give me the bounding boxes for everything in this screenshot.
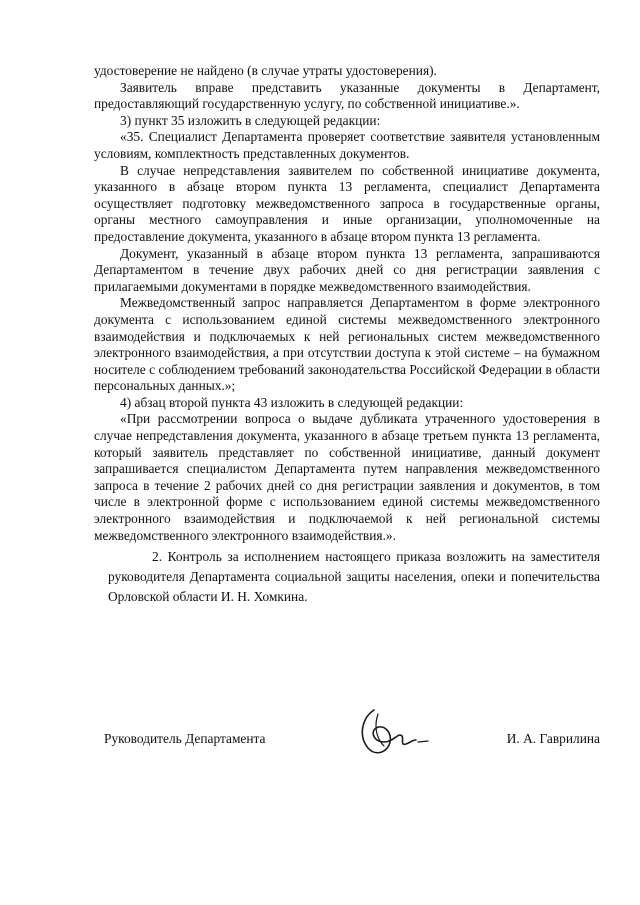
paragraph-1: удостоверение не найдено (в случае утраты удостоверения). — [94, 63, 437, 78]
paragraph-8: 4) абзац второй пункта 43 изложить в следующей редакции: — [120, 394, 464, 410]
paragraph-3: 3) пункт 35 изложить в следующей редакции: — [120, 112, 381, 128]
paragraph-10: 2. Контроль за исполнением настоящего приказа возложить на заместителя руководителя Департамента социальной защиты населения, опеки и попечительства Орловской области И. Н. Хомкина. — [108, 549, 600, 605]
paragraph-5: В случае непредставления заявителем по собственной инициативе документа, указанного в абзаце втором пункта 13 регламента, специалист Департамента осуществляет подготовку межведомственного запроса в государственные органы, органы местного самоуправления и иные организации, уполномоченные на предоставление документа, указанного в абзаце втором пункта 13 регламента. — [94, 162, 600, 244]
paragraph-6: Документ, указанный в абзаце втором пункта 13 регламента, запрашиваются Департаментом в течение двух рабочих дней со дня регистрации заявления с прилагаемыми документами в порядке межведомственного взаимодействия. — [94, 245, 600, 294]
signatory-name: И. А. Гаврилина — [506, 731, 600, 746]
paragraph-7: Межведомственный запрос направляется Департаментом в форме электронного документа с использованием единой системы межведомственного электронного взаимодействия и подключаемых к ней региональных систем межведомственного электронного взаимодействия, а при отсутствии доступа к этой системе – на бумажном носителе с соблюдением требований законодательства Российской Федерации в области персональных данных.»; — [94, 295, 600, 394]
handwritten-signature — [344, 702, 434, 762]
paragraph-9: «При рассмотрении вопроса о выдаче дубликата утраченного удостоверения в случае непредставления документа, указанного в абзаце третьем пункта 13 регламента, который заявитель представляет по собственной инициативе, данный документ запрашивается специалистом Департамента путем направления межведомственного запроса в течение 2 рабочих дней со дня регистрации заявления и документов, в том числе в электронной форме с использованием единой системы межведомственного электронного взаимодействия и подключаемой к ней региональной системы межведомственного электронного взаимодействия.». — [94, 411, 600, 543]
document-body — [94, 63, 600, 607]
paragraph-4: «35. Специалист Департамента проверяет соответствие заявителя установленным условиям, комплектность представленных документов. — [94, 129, 600, 161]
paragraph-2: Заявитель вправе представить указанные документы в Департамент, предоставляющий государственную услугу, по собственной инициативе.». — [94, 79, 600, 112]
signatory-title: Руководитель Департамента — [104, 731, 266, 746]
